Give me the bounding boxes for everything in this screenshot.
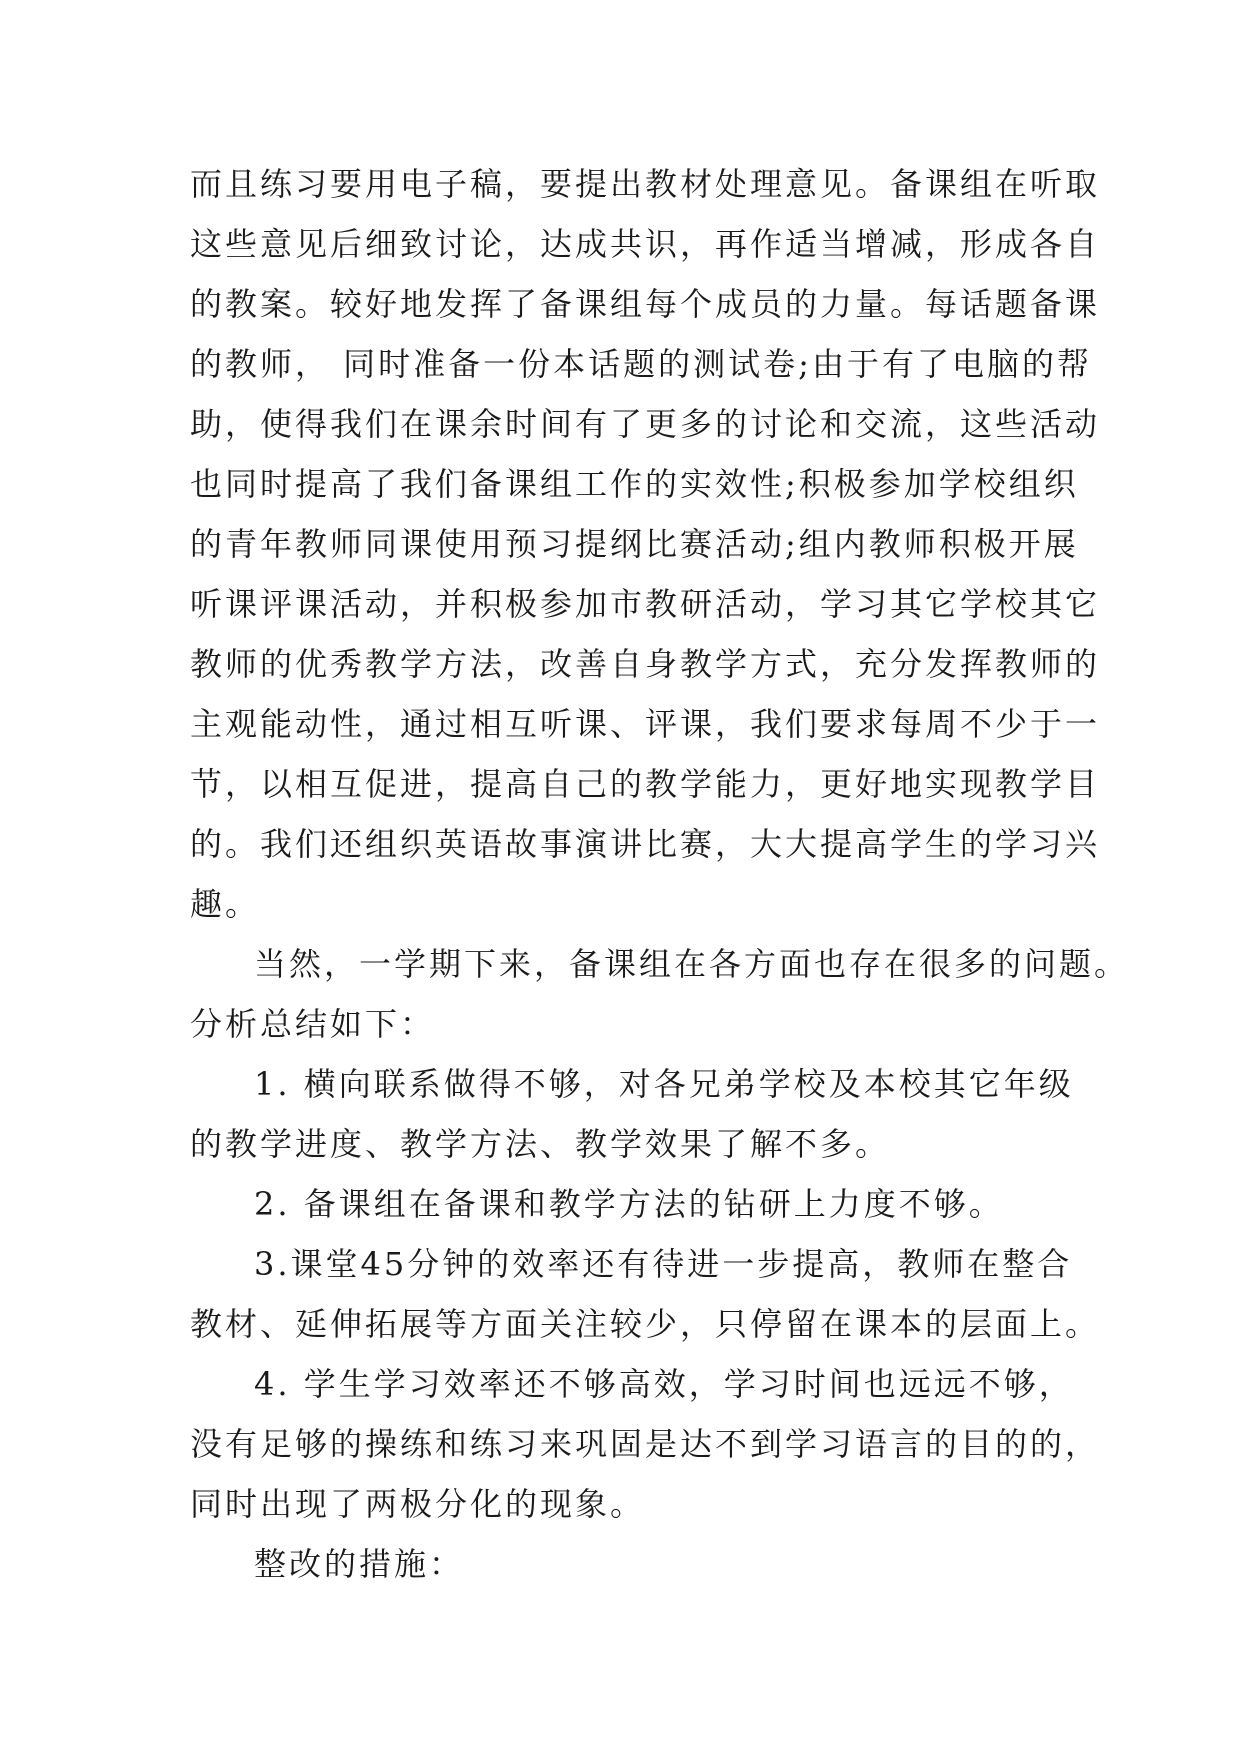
text-line: 的青年教师同课使用预习提纲比赛活动;组内教师积极开展 (190, 525, 1079, 563)
text-line: 的。我们还组织英语故事演讲比赛，大大提高学生的学习兴 (190, 825, 1101, 863)
list-item-2: 2. 备课组在备课和教学方法的钻研上力度不够。 (254, 1185, 1004, 1223)
text-line: 的教师， 同时准备一份本话题的测试卷;由于有了电脑的帮 (190, 345, 1092, 383)
text-line: 节，以相互促进，提高自己的教学能力，更好地实现教学目 (190, 765, 1101, 803)
body-text (190, 154, 1130, 1594)
text-line: 的教学进度、教学方法、教学效果了解不多。 (190, 1125, 891, 1163)
list-item-1: 1. 横向联系做得不够，对各兄弟学校及本校其它年级 (254, 1065, 1074, 1103)
text-line: 而且练习要用电子稿，要提出教材处理意见。备课组在听取 (190, 165, 1101, 203)
text-line: 教材、延伸拓展等方面关注较少，只停留在课本的层面上。 (190, 1305, 1101, 1343)
list-item-4: 4. 学生学习效率还不够高效，学习时间也远远不够， (254, 1365, 1074, 1403)
text-line: 没有足够的操练和练习来巩固是达不到学习语言的目的的， (190, 1425, 1101, 1463)
section-heading: 整改的措施： (254, 1545, 465, 1583)
text-line: 听课评课活动，并积极参加市教研活动，学习其它学校其它 (190, 585, 1101, 623)
text-line: 同时出现了两极分化的现象。 (190, 1485, 646, 1523)
list-item-3: 3.课堂45分钟的效率还有待进一步提高，教师在整合 (254, 1245, 1073, 1283)
paragraph-start-line: 当然，一学期下来，备课组在各方面也存在很多的问题。 (254, 945, 1130, 983)
text-line: 教师的优秀教学方法，改善自身教学方式，充分发挥教师的 (190, 645, 1101, 683)
text-line: 主观能动性，通过相互听课、评课，我们要求每周不少于一 (190, 705, 1101, 743)
text-line: 这些意见后细致讨论，达成共识，再作适当增减，形成各自 (190, 225, 1101, 263)
text-line: 助，使得我们在课余时间有了更多的讨论和交流，这些活动 (190, 405, 1101, 443)
text-line: 分析总结如下： (190, 1005, 436, 1043)
text-line: 的教案。较好地发挥了备课组每个成员的力量。每话题备课 (190, 285, 1101, 323)
text-line: 趣。 (190, 885, 261, 923)
text-line: 也同时提高了我们备课组工作的实效性;积极参加学校组织 (190, 465, 1079, 503)
